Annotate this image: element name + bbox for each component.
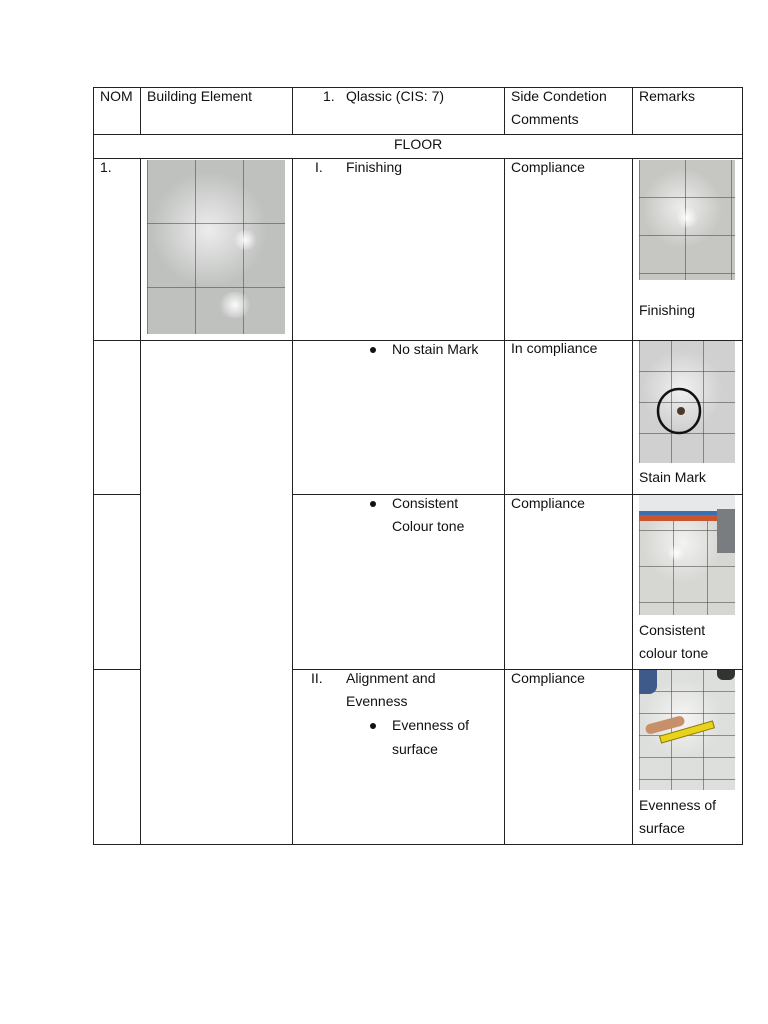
finishing-photo [639,160,735,280]
row3-nom [93,494,141,670]
colour-tone-photo [639,495,735,615]
header-remarks [632,87,743,135]
header-building-element-label: Building Element [147,88,253,104]
header-comments [504,87,633,135]
row1-nom-label: 1. [100,159,112,175]
header-nom-label: NOM [100,88,133,104]
bullet-dot [370,723,376,729]
row4-comment [504,669,633,845]
section-title: FLOOR [394,136,443,152]
row3-remark-line2: colour tone [639,645,709,661]
section-row [93,134,743,159]
row2-nom [93,340,141,495]
row2-comment-label: In compliance [511,340,598,356]
row4-marker: II. [311,670,323,686]
row4-remark-line1: Evenness of [639,797,717,813]
header-comments-line2: Comments [511,111,579,127]
stain-mark-photo [639,341,735,463]
evenness-photo [639,670,735,790]
rows2-4-building-element [140,340,293,845]
row1-comment [504,158,633,341]
row3-comment-label: Compliance [511,495,585,511]
header-comments-line1: Side Condetion [511,88,607,104]
bullet-dot [370,347,376,353]
header-criteria [292,87,505,135]
row2-criteria-line1: No stain Mark [392,341,479,357]
row3-remarks [632,494,743,670]
row1-remarks [632,158,743,341]
row2-remarks [632,340,743,495]
row3-criteria [292,494,505,670]
row1-marker: I. [315,159,323,175]
row4-criteria-line2: Evenness [346,693,408,709]
row3-criteria-line1: Consistent [392,495,459,511]
row4-remarks [632,669,743,845]
header-building-element [140,87,293,135]
row4-criteria [292,669,505,845]
header-remarks-label: Remarks [639,88,696,104]
row1-building-element [140,158,293,341]
row3-comment [504,494,633,670]
row1-nom [93,158,141,341]
floor-photo [147,160,285,334]
header-criteria-number: 1. [323,88,335,104]
header-criteria-label: Qlassic (CIS: 7) [346,88,445,104]
row4-sub-criteria-line1: Evenness of [392,717,470,733]
row2-remark-line1: Stain Mark [639,469,706,485]
row4-sub-criteria-line2: surface [392,741,438,757]
row3-criteria-line2: Colour tone [392,518,465,534]
inspection-table [93,87,743,845]
row2-comment [504,340,633,495]
row4-remark-line2: surface [639,820,685,836]
row4-nom [93,669,141,845]
row1-remark-line1: Finishing [639,302,696,318]
row2-criteria [292,340,505,495]
header-nom [93,87,141,135]
row4-comment-label: Compliance [511,670,585,686]
bullet-dot [370,501,376,507]
row3-remark-line1: Consistent [639,622,706,638]
row4-criteria-line1: Alignment and [346,670,436,686]
row1-criteria-label: Finishing [346,159,403,175]
row1-comment-label: Compliance [511,159,585,175]
stain-circle-annotation [639,341,735,463]
row1-criteria [292,158,505,341]
